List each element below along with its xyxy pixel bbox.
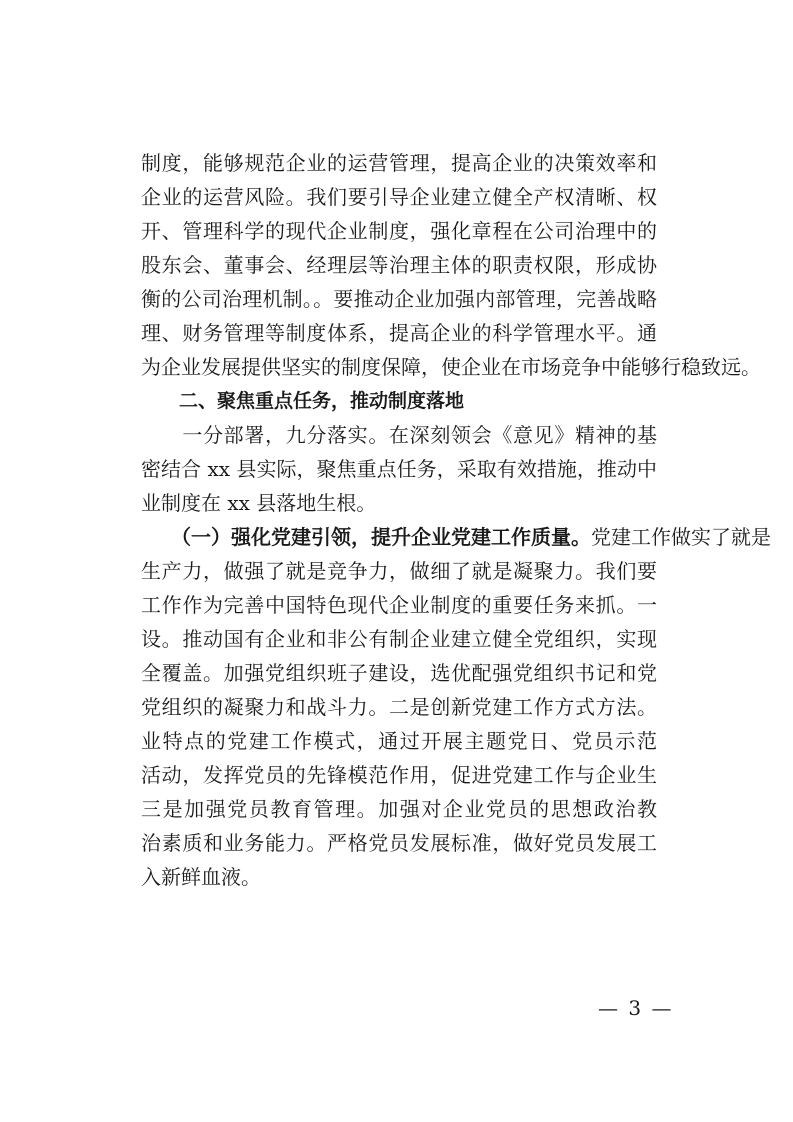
paragraph-company-system — [141, 146, 761, 384]
text-line: 密结合 xx 县实际，聚焦重点任务，采取有效措施，推动中 — [141, 457, 657, 481]
text-line: 入新鲜血液。 — [141, 865, 261, 889]
text-line: 开、管理科学的现代企业制度，强化章程在公司治理中的 — [141, 219, 657, 243]
page-number: — 3 — — [598, 996, 674, 1020]
text-line: 全覆盖。加强党组织班子建设，选优配强党组织书记和党 — [141, 661, 657, 685]
text-line: 业制度在 xx 县落地生根。 — [141, 491, 377, 515]
text-line: 生产力，做强了就是竞争力，做细了就是凝聚力。我们要 — [141, 559, 657, 583]
section-heading: 二、聚焦重点任务，推动制度落地 — [141, 390, 465, 412]
subsection-lead: （一）强化党建引领，提升企业党建工作质量。 — [141, 525, 591, 549]
text-line: 三是加强党员教育管理。加强对企业党员的思想政治教 — [141, 797, 657, 821]
text-line: 设。推动国有企业和非公有制企业建立健全党组织，实现 — [141, 627, 657, 651]
paragraph-party-building — [141, 520, 771, 894]
text-line — [141, 520, 771, 554]
text-line: 股东会、董事会、经理层等治理主体的职责权限，形成协 — [141, 253, 657, 277]
text-line: 业特点的党建工作模式，通过开展主题党日、党员示范 — [141, 729, 657, 753]
text-span: 党建工作做实了就是 — [591, 525, 771, 549]
paragraph-implementation — [141, 418, 657, 520]
text-line: 一分部署，九分落实。在深刻领会《意见》精神的基 — [182, 423, 657, 447]
text-line: 制度，能够规范企业的运营管理，提高企业的决策效率和 — [141, 151, 657, 175]
text-line: 治素质和业务能力。严格党员发展标准，做好党员发展工 — [141, 831, 657, 855]
text-line: 企业的运营风险。我们要引导企业建立健全产权清晰、权 — [141, 185, 657, 209]
text-line: 理、财务管理等制度体系，提高企业的科学管理水平。通 — [141, 321, 657, 345]
text-line: 工作作为完善中国特色现代企业制度的重要任务来抓。一 — [141, 593, 657, 617]
text-line: 衡的公司治理机制。。要推动企业加强内部管理，完善战略 — [141, 287, 657, 311]
document-body — [141, 146, 771, 894]
text-line: 为企业发展提供坚实的制度保障，使企业在市场竞争中能够行稳致远。 — [141, 355, 761, 379]
text-line: 党组织的凝聚力和战斗力。二是创新党建工作方式方法。 — [141, 695, 657, 719]
text-line: 活动，发挥党员的先锋模范作用，促进党建工作与企业生 — [141, 763, 657, 787]
